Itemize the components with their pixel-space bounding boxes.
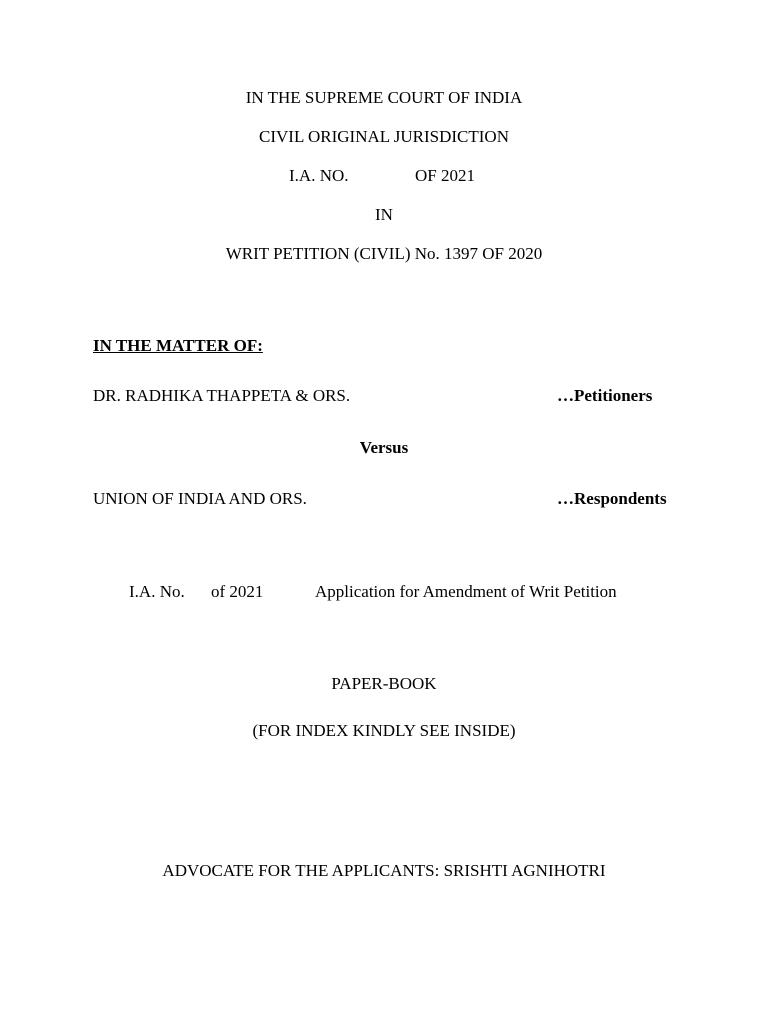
connector-in: IN — [375, 205, 393, 224]
application-ia-number: I.A. No. — [129, 582, 185, 601]
versus-label: Versus — [359, 438, 409, 457]
petitioner-name: DR. RADHIKA THAPPETA & ORS. — [93, 386, 351, 405]
petitioner-role: …Petitioners — [557, 386, 653, 405]
paper-book-title: PAPER-BOOK — [331, 674, 437, 693]
matter-heading: IN THE MATTER OF: — [93, 336, 263, 355]
writ-petition-number: WRIT PETITION (CIVIL) No. 1397 OF 2020 — [225, 244, 543, 263]
court-name: IN THE SUPREME COURT OF INDIA — [245, 88, 523, 107]
application-title: Application for Amendment of Writ Petition — [315, 582, 617, 601]
advocate-line: ADVOCATE FOR THE APPLICANTS: SRISHTI AGNIHOTRI — [162, 861, 606, 880]
ia-number-prefix: I.A. NO. — [289, 166, 349, 185]
index-note: (FOR INDEX KINDLY SEE INSIDE) — [252, 721, 516, 740]
application-ia-year: of 2021 — [211, 582, 264, 601]
ia-number-year: OF 2021 — [415, 166, 475, 185]
respondent-name: UNION OF INDIA AND ORS. — [93, 489, 307, 508]
jurisdiction: CIVIL ORIGINAL JURISDICTION — [259, 127, 509, 146]
respondent-role: …Respondents — [557, 489, 667, 508]
